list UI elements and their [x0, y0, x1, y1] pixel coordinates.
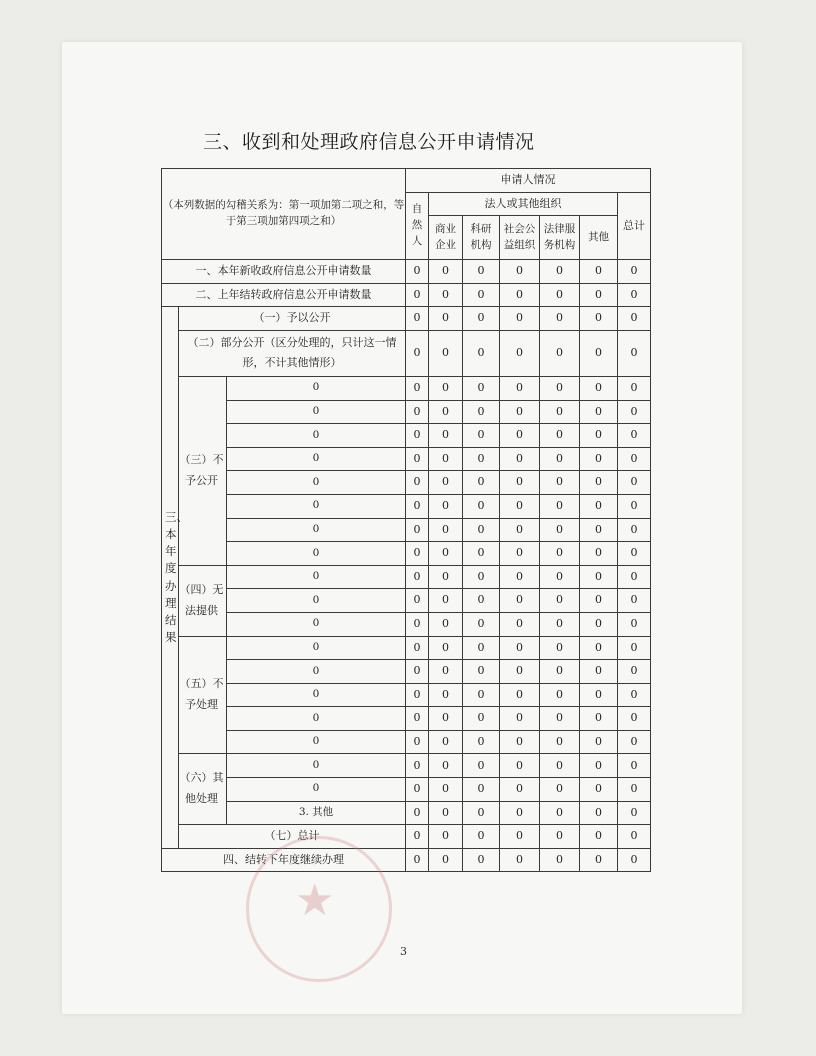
value-cell: 0 [618, 778, 651, 802]
value-cell: 0 [618, 447, 651, 471]
value-cell: 0 [540, 471, 580, 495]
sub-item-label: 0 [227, 565, 406, 589]
value-cell: 0 [618, 260, 651, 284]
value-cell: 0 [618, 707, 651, 731]
value-cell: 0 [618, 825, 651, 849]
value-cell: 0 [500, 471, 540, 495]
value-cell: 0 [580, 589, 618, 613]
value-cell: 0 [500, 283, 540, 307]
value-cell: 0 [463, 660, 500, 684]
value-cell: 0 [463, 400, 500, 424]
value-cell: 0 [463, 778, 500, 802]
value-cell: 0 [406, 730, 429, 754]
value-cell: 0 [500, 683, 540, 707]
sub-item-label: 0 [227, 518, 406, 542]
value-cell: 0 [429, 825, 463, 849]
sub-item-label: 0 [227, 730, 406, 754]
table-row [162, 260, 651, 284]
header-legal-service: 法律服务机构 [540, 216, 580, 260]
value-cell: 0 [580, 660, 618, 684]
sub-item-label: 0 [227, 707, 406, 731]
value-cell: 0 [429, 848, 463, 872]
value-cell: 0 [406, 825, 429, 849]
table-row [162, 801, 651, 825]
row-label-carry-forward: 四、结转下年度继续办理 [162, 848, 406, 872]
header-natural-person: 自然人 [406, 192, 429, 260]
value-cell: 0 [540, 612, 580, 636]
value-cell: 0 [618, 636, 651, 660]
value-cell: 0 [463, 471, 500, 495]
value-cell: 0 [500, 307, 540, 331]
value-cell: 0 [429, 542, 463, 566]
value-cell: 0 [500, 660, 540, 684]
row-label-carried-over: 二、上年结转政府信息公开申请数量 [162, 283, 406, 307]
value-cell: 0 [580, 424, 618, 448]
sub-item-label: 0 [227, 660, 406, 684]
value-cell: 0 [580, 636, 618, 660]
group-label-cannot-provide: （四）无法提供 [179, 565, 227, 636]
value-cell: 0 [500, 801, 540, 825]
value-cell: 0 [540, 424, 580, 448]
value-cell: 0 [580, 778, 618, 802]
table-row [162, 283, 651, 307]
sub-item-label: 0 [227, 471, 406, 495]
value-cell: 0 [580, 612, 618, 636]
value-cell: 0 [540, 260, 580, 284]
value-cell: 0 [429, 471, 463, 495]
value-cell: 0 [540, 565, 580, 589]
value-cell: 0 [463, 612, 500, 636]
value-cell: 0 [618, 589, 651, 613]
value-cell: 0 [429, 400, 463, 424]
value-cell: 0 [463, 307, 500, 331]
value-cell: 0 [618, 801, 651, 825]
value-cell: 0 [580, 754, 618, 778]
value-cell: 0 [540, 330, 580, 376]
table-row [162, 636, 651, 660]
value-cell: 0 [580, 447, 618, 471]
value-cell: 0 [406, 542, 429, 566]
value-cell: 0 [500, 447, 540, 471]
value-cell: 0 [500, 589, 540, 613]
group-label-not-handled: （五）不予处理 [179, 636, 227, 754]
value-cell: 0 [463, 683, 500, 707]
section3-label: 三、本年度办理结果 [162, 307, 179, 848]
value-cell: 0 [500, 612, 540, 636]
sub-item-label: 0 [227, 494, 406, 518]
value-cell: 0 [618, 518, 651, 542]
value-cell: 0 [406, 660, 429, 684]
value-cell: 0 [463, 754, 500, 778]
value-cell: 0 [429, 330, 463, 376]
value-cell: 0 [463, 542, 500, 566]
value-cell: 0 [618, 660, 651, 684]
value-cell: 0 [406, 376, 429, 400]
value-cell: 0 [618, 565, 651, 589]
value-cell: 0 [540, 801, 580, 825]
table-row [162, 848, 651, 872]
value-cell: 0 [429, 494, 463, 518]
value-cell: 0 [463, 494, 500, 518]
table-row [162, 424, 651, 448]
value-cell: 0 [580, 471, 618, 495]
value-cell: 0 [540, 589, 580, 613]
value-cell: 0 [580, 707, 618, 731]
value-cell: 0 [429, 778, 463, 802]
sub-item-label: 0 [227, 754, 406, 778]
value-cell: 0 [500, 330, 540, 376]
value-cell: 0 [406, 330, 429, 376]
value-cell: 0 [406, 260, 429, 284]
sub-item-label: 0 [227, 778, 406, 802]
value-cell: 0 [618, 330, 651, 376]
value-cell: 0 [500, 400, 540, 424]
value-cell: 0 [500, 260, 540, 284]
value-cell: 0 [580, 494, 618, 518]
value-cell: 0 [429, 447, 463, 471]
value-cell: 0 [540, 683, 580, 707]
sub-item-label: 0 [227, 589, 406, 613]
value-cell: 0 [406, 801, 429, 825]
group-label-other-handling: （六）其他处理 [179, 754, 227, 825]
table-row [162, 707, 651, 731]
value-cell: 0 [463, 518, 500, 542]
value-cell: 0 [540, 707, 580, 731]
value-cell: 0 [618, 376, 651, 400]
value-cell: 0 [463, 707, 500, 731]
value-cell: 0 [540, 636, 580, 660]
section-title: 三、收到和处理政府信息公开申请情况 [203, 131, 535, 153]
value-cell: 0 [463, 730, 500, 754]
value-cell: 0 [618, 283, 651, 307]
value-cell: 0 [580, 565, 618, 589]
value-cell: 0 [500, 707, 540, 731]
value-cell: 0 [500, 848, 540, 872]
value-cell: 0 [618, 471, 651, 495]
value-cell: 0 [618, 307, 651, 331]
header-other: 其他 [580, 216, 618, 260]
value-cell: 0 [500, 754, 540, 778]
value-cell: 0 [580, 848, 618, 872]
value-cell: 0 [580, 283, 618, 307]
value-cell: 0 [429, 612, 463, 636]
value-cell: 0 [406, 754, 429, 778]
value-cell: 0 [463, 260, 500, 284]
value-cell: 0 [618, 730, 651, 754]
table-row [162, 683, 651, 707]
value-cell: 0 [540, 376, 580, 400]
value-cell: 0 [463, 801, 500, 825]
table-row [162, 589, 651, 613]
value-cell: 0 [500, 494, 540, 518]
value-cell: 0 [540, 825, 580, 849]
table-row [162, 376, 651, 400]
value-cell: 0 [500, 542, 540, 566]
table-row [162, 565, 651, 589]
value-cell: 0 [406, 636, 429, 660]
value-cell: 0 [500, 730, 540, 754]
sub-item-label: 0 [227, 447, 406, 471]
value-cell: 0 [580, 542, 618, 566]
value-cell: 0 [429, 636, 463, 660]
value-cell: 0 [580, 801, 618, 825]
table-row [162, 825, 651, 849]
value-cell: 0 [540, 542, 580, 566]
value-cell: 0 [406, 307, 429, 331]
row-label-new-requests: 一、本年新收政府信息公开申请数量 [162, 260, 406, 284]
value-cell: 0 [406, 707, 429, 731]
sub-item-label: 0 [227, 424, 406, 448]
sub-item-label: 0 [227, 542, 406, 566]
value-cell: 0 [540, 730, 580, 754]
table-row [162, 494, 651, 518]
sub-item-label: 0 [227, 400, 406, 424]
sub-item-label: 0 [227, 636, 406, 660]
table-row [162, 660, 651, 684]
value-cell: 0 [618, 542, 651, 566]
value-cell: 0 [618, 683, 651, 707]
value-cell: 0 [540, 660, 580, 684]
row-label-disclosed: （一）予以公开 [179, 307, 406, 331]
header-row [162, 169, 651, 193]
table-row [162, 754, 651, 778]
header-social: 社会公益组织 [500, 216, 540, 260]
value-cell: 0 [500, 518, 540, 542]
table-row [162, 307, 651, 331]
table-row [162, 447, 651, 471]
value-cell: 0 [618, 400, 651, 424]
value-cell: 0 [406, 283, 429, 307]
value-cell: 0 [429, 707, 463, 731]
value-cell: 0 [540, 778, 580, 802]
value-cell: 0 [429, 660, 463, 684]
value-cell: 0 [429, 376, 463, 400]
value-cell: 0 [580, 400, 618, 424]
value-cell: 0 [406, 518, 429, 542]
value-cell: 0 [463, 424, 500, 448]
row-label-partial: （二）部分公开（区分处理的，只计这一情形，不计其他情形） [179, 330, 406, 376]
value-cell: 0 [500, 376, 540, 400]
value-cell: 0 [406, 589, 429, 613]
table-row [162, 400, 651, 424]
value-cell: 0 [463, 376, 500, 400]
value-cell: 0 [429, 424, 463, 448]
value-cell: 0 [618, 612, 651, 636]
value-cell: 0 [500, 636, 540, 660]
column-note: （本列数据的勾稽关系为：第一项加第二项之和，等于第三项加第四项之和） [162, 169, 406, 260]
value-cell: 0 [500, 778, 540, 802]
value-cell: 0 [429, 307, 463, 331]
value-cell: 0 [580, 376, 618, 400]
value-cell: 0 [540, 307, 580, 331]
value-cell: 0 [500, 565, 540, 589]
value-cell: 0 [406, 683, 429, 707]
value-cell: 0 [429, 801, 463, 825]
header-legal-person-group: 法人或其他组织 [429, 192, 618, 216]
table-row [162, 518, 651, 542]
sub-item-label: 3. 其他 [227, 801, 406, 825]
value-cell: 0 [540, 494, 580, 518]
value-cell: 0 [406, 848, 429, 872]
value-cell: 0 [463, 589, 500, 613]
value-cell: 0 [580, 330, 618, 376]
value-cell: 0 [580, 683, 618, 707]
value-cell: 0 [406, 494, 429, 518]
value-cell: 0 [463, 848, 500, 872]
value-cell: 0 [463, 330, 500, 376]
value-cell: 0 [618, 848, 651, 872]
value-cell: 0 [580, 825, 618, 849]
value-cell: 0 [540, 518, 580, 542]
value-cell: 0 [580, 730, 618, 754]
sub-item-label: 0 [227, 683, 406, 707]
value-cell: 0 [463, 636, 500, 660]
table-row [162, 542, 651, 566]
value-cell: 0 [406, 778, 429, 802]
value-cell: 0 [500, 424, 540, 448]
row-label-subtotal: （七）总计 [179, 825, 406, 849]
header-commercial: 商业企业 [429, 216, 463, 260]
value-cell: 0 [500, 825, 540, 849]
value-cell: 0 [429, 754, 463, 778]
value-cell: 0 [429, 589, 463, 613]
table-row [162, 730, 651, 754]
value-cell: 0 [429, 730, 463, 754]
table-row [162, 330, 651, 376]
group-label-not-disclosed: （三）不予公开 [179, 376, 227, 565]
disclosure-requests-table [161, 168, 651, 872]
sub-item-label: 0 [227, 376, 406, 400]
table-row [162, 612, 651, 636]
value-cell: 0 [406, 400, 429, 424]
value-cell: 0 [618, 424, 651, 448]
value-cell: 0 [540, 848, 580, 872]
value-cell: 0 [540, 754, 580, 778]
value-cell: 0 [463, 447, 500, 471]
header-applicant-situation: 申请人情况 [406, 169, 651, 193]
value-cell: 0 [406, 612, 429, 636]
value-cell: 0 [580, 518, 618, 542]
value-cell: 0 [406, 447, 429, 471]
value-cell: 0 [463, 565, 500, 589]
value-cell: 0 [406, 424, 429, 448]
value-cell: 0 [580, 307, 618, 331]
value-cell: 0 [463, 283, 500, 307]
value-cell: 0 [463, 825, 500, 849]
value-cell: 0 [618, 494, 651, 518]
table-row [162, 471, 651, 495]
value-cell: 0 [540, 400, 580, 424]
value-cell: 0 [406, 565, 429, 589]
value-cell: 0 [429, 683, 463, 707]
value-cell: 0 [540, 283, 580, 307]
value-cell: 0 [540, 447, 580, 471]
header-total: 总计 [618, 192, 651, 260]
page-number: 3 [400, 945, 407, 958]
value-cell: 0 [429, 260, 463, 284]
value-cell: 0 [429, 518, 463, 542]
value-cell: 0 [580, 260, 618, 284]
header-research: 科研机构 [463, 216, 500, 260]
seal-star-icon: ★ [295, 875, 335, 926]
value-cell: 0 [618, 754, 651, 778]
value-cell: 0 [406, 471, 429, 495]
value-cell: 0 [429, 283, 463, 307]
table-row [162, 778, 651, 802]
value-cell: 0 [429, 565, 463, 589]
sub-item-label: 0 [227, 612, 406, 636]
